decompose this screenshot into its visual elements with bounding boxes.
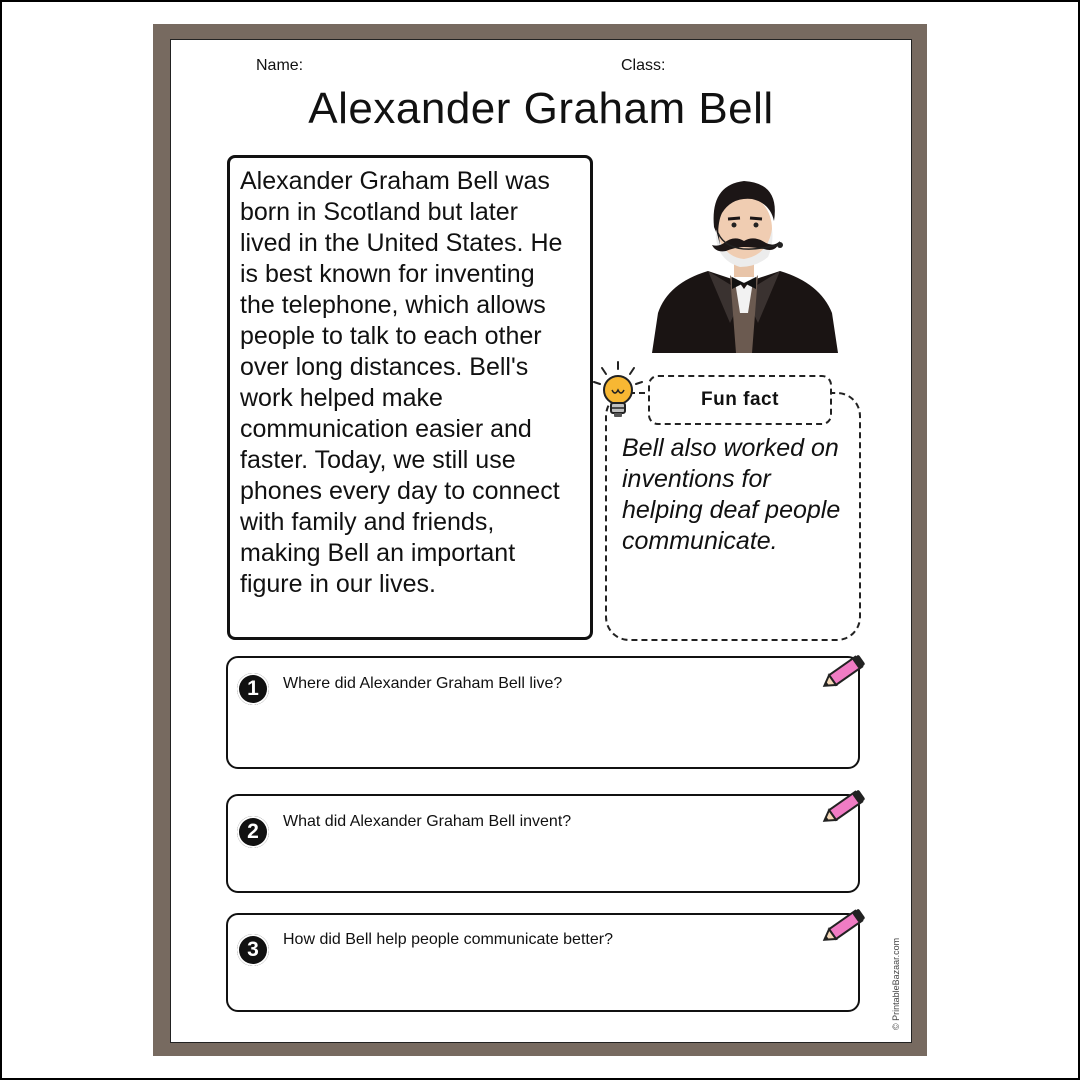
copyright-text: © PrintableBazaar.com	[891, 937, 901, 1030]
passage-line: born in Scotland but later	[240, 198, 518, 226]
passage-line: people to talk to each other	[240, 322, 542, 350]
pencil-icon	[818, 650, 870, 694]
question-number-3: 3	[237, 934, 269, 966]
question-text-1: Where did Alexander Graham Bell live?	[283, 675, 563, 692]
portrait-illustration	[648, 163, 840, 355]
passage-line: phones every day to connect	[240, 477, 560, 505]
passage-line: work helped make	[240, 384, 443, 412]
passage-text	[240, 166, 590, 600]
question-number-1: 1	[237, 673, 269, 705]
pencil-icon	[818, 904, 870, 948]
fun-fact-text	[622, 433, 858, 557]
page-title: Alexander Graham Bell	[308, 84, 774, 133]
passage-line: making Bell an important	[240, 539, 516, 567]
passage-line: over long distances. Bell's	[240, 353, 529, 381]
fun-fact-line: inventions for	[622, 465, 771, 493]
passage-line: the telephone, which allows	[240, 291, 546, 319]
passage-line: faster. Today, we still use	[240, 446, 516, 474]
fun-fact-line: helping deaf people	[622, 496, 841, 524]
passage-line: communication easier and	[240, 415, 532, 443]
pencil-icon	[818, 785, 870, 829]
passage-line: with family and friends,	[240, 508, 495, 536]
answer-box-3[interactable]	[226, 913, 860, 1012]
passage-line: is best known for inventing	[240, 260, 535, 288]
lightbulb-icon	[592, 360, 644, 422]
question-text-3: How did Bell help people communicate better?	[283, 931, 613, 948]
passage-line: Alexander Graham Bell was	[240, 167, 550, 195]
fun-fact-line: communicate.	[622, 527, 778, 555]
name-label: Name:	[256, 57, 304, 74]
class-label: Class:	[621, 57, 666, 74]
question-number-2: 2	[237, 816, 269, 848]
answer-box-2[interactable]	[226, 794, 860, 893]
passage-line: lived in the United States. He	[240, 229, 563, 257]
fun-fact-heading: Fun fact	[648, 375, 832, 425]
fun-fact-line: Bell also worked on	[622, 434, 839, 462]
passage-line: figure in our lives.	[240, 570, 436, 598]
answer-box-1[interactable]	[226, 656, 860, 769]
question-text-2: What did Alexander Graham Bell invent?	[283, 813, 572, 830]
